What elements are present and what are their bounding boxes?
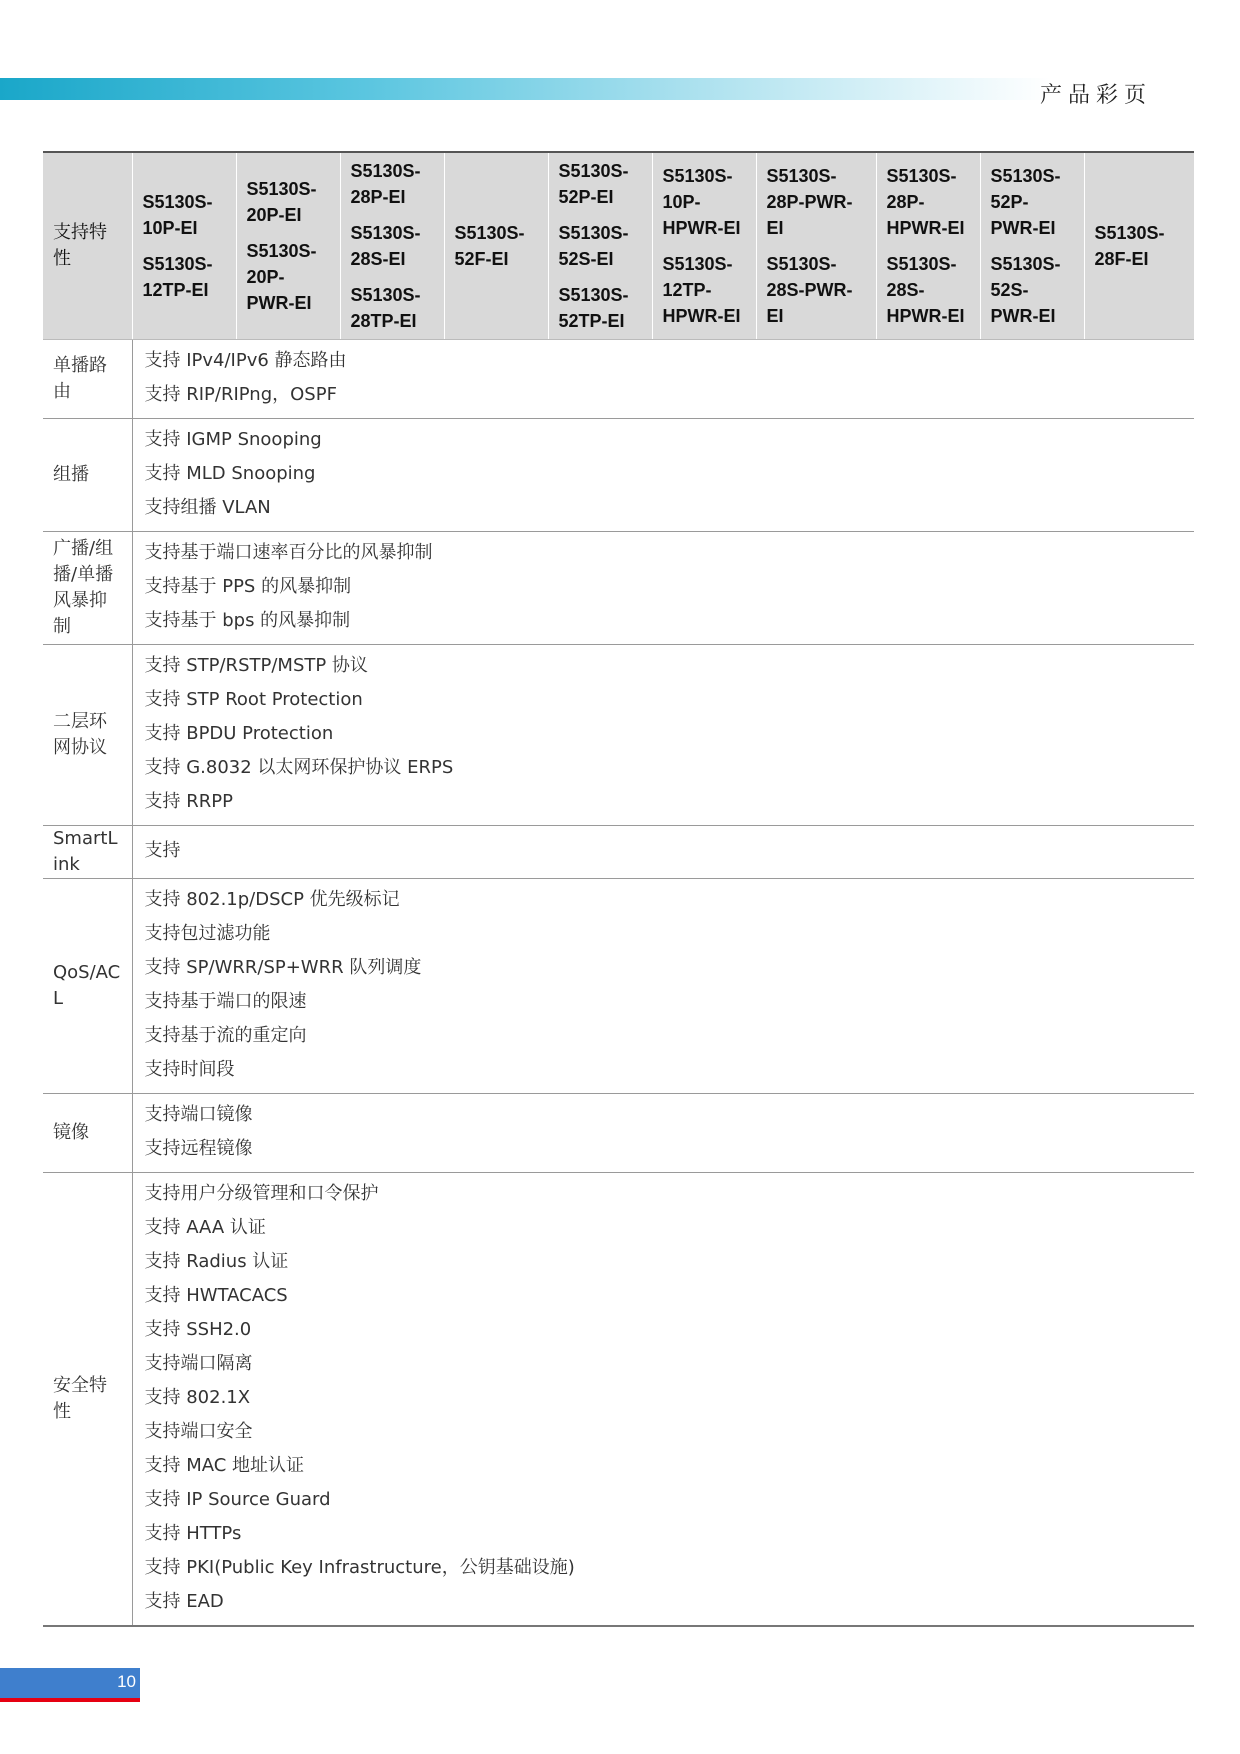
table-row bbox=[43, 1094, 1194, 1173]
feature-support-item: 支持 RIP/RIPng，OSPF bbox=[144, 384, 337, 405]
model-name: S5130S-52S-PWR-EI bbox=[990, 254, 1061, 326]
feature-support-item: 支持 HWTACACS bbox=[144, 1285, 288, 1306]
feature-name: SmartLink bbox=[43, 826, 132, 879]
feature-support-item: 支持组播 VLAN bbox=[144, 497, 271, 518]
model-name: S5130S-20P-PWR-EI bbox=[246, 241, 317, 313]
model-name: S5130S-52P-EI bbox=[558, 161, 629, 207]
feature-support-item: 支持 802.1p/DSCP 优先级标记 bbox=[144, 889, 400, 910]
feature-column-header: 支持特性 bbox=[43, 152, 132, 340]
model-column-header bbox=[652, 152, 756, 340]
header-accent-bar bbox=[0, 78, 1050, 100]
feature-support-item: 支持端口安全 bbox=[144, 1421, 253, 1442]
feature-support-item: 支持用户分级管理和口令保护 bbox=[144, 1183, 379, 1204]
feature-support-item: 支持 802.1X bbox=[144, 1387, 251, 1408]
model-column-header bbox=[340, 152, 444, 340]
model-name: S5130S-28S-PWR-EI bbox=[766, 254, 853, 326]
feature-support-list bbox=[132, 340, 1194, 419]
feature-support-list bbox=[132, 1094, 1194, 1173]
model-name: S5130S-52F-EI bbox=[454, 223, 525, 269]
model-name: S5130S-20P-EI bbox=[246, 179, 317, 225]
feature-name: 安全特性 bbox=[43, 1173, 132, 1627]
model-name: S5130S-12TP-EI bbox=[142, 254, 213, 300]
feature-name: 单播路由 bbox=[43, 340, 132, 419]
table-row bbox=[43, 419, 1194, 532]
model-name: S5130S-28P-EI bbox=[350, 161, 421, 207]
model-column-header bbox=[444, 152, 548, 340]
feature-name: 镜像 bbox=[43, 1094, 132, 1173]
model-column-header bbox=[756, 152, 876, 340]
feature-support-item: 支持 bbox=[144, 840, 181, 861]
table-row bbox=[43, 879, 1194, 1094]
feature-support-item: 支持包过滤功能 bbox=[144, 923, 271, 944]
feature-name: 二层环网协议 bbox=[43, 645, 132, 826]
model-name: S5130S-28S-EI bbox=[350, 223, 421, 269]
feature-support-item: 支持 AAA 认证 bbox=[144, 1217, 266, 1238]
model-name: S5130S-28P-HPWR-EI bbox=[886, 166, 965, 238]
model-column-header bbox=[548, 152, 652, 340]
table-row bbox=[43, 826, 1194, 879]
model-name: S5130S-10P-EI bbox=[142, 192, 213, 238]
model-name: S5130S-28F-EI bbox=[1094, 223, 1165, 269]
feature-support-item: 支持 BPDU Protection bbox=[144, 723, 334, 744]
feature-support-list bbox=[132, 532, 1194, 645]
model-column-header bbox=[980, 152, 1084, 340]
feature-name: 组播 bbox=[43, 419, 132, 532]
feature-support-item: 支持 G.8032 以太网环保护协议 ERPS bbox=[144, 757, 454, 778]
model-column-header bbox=[1084, 152, 1194, 340]
feature-support-item: 支持 STP Root Protection bbox=[144, 689, 363, 710]
feature-support-list bbox=[132, 1173, 1194, 1627]
model-column-header bbox=[236, 152, 340, 340]
feature-support-item: 支持 STP/RSTP/MSTP 协议 bbox=[144, 655, 368, 676]
feature-support-item: 支持 HTTPs bbox=[144, 1523, 242, 1544]
feature-support-item: 支持基于端口速率百分比的风暴抑制 bbox=[144, 542, 433, 563]
model-name: S5130S-28S-HPWR-EI bbox=[886, 254, 965, 326]
feature-support-item: 支持 SP/WRR/SP+WRR 队列调度 bbox=[144, 957, 422, 978]
feature-support-item: 支持端口隔离 bbox=[144, 1353, 253, 1374]
feature-support-item: 支持 MLD Snooping bbox=[144, 463, 316, 484]
feature-name: QoS/ACL bbox=[43, 879, 132, 1094]
table-row bbox=[43, 1173, 1194, 1627]
feature-name: 广播/组播/单播风暴抑制 bbox=[43, 532, 132, 645]
feature-support-item: 支持 EAD bbox=[144, 1591, 224, 1612]
model-name: S5130S-10P-HPWR-EI bbox=[662, 166, 741, 238]
feature-support-item: 支持基于端口的限速 bbox=[144, 991, 307, 1012]
feature-support-item: 支持基于流的重定向 bbox=[144, 1025, 307, 1046]
model-name: S5130S-52P-PWR-EI bbox=[990, 166, 1061, 238]
feature-support-item: 支持 IP Source Guard bbox=[144, 1489, 331, 1510]
model-name: S5130S-52S-EI bbox=[558, 223, 629, 269]
feature-support-item: 支持 SSH2.0 bbox=[144, 1319, 252, 1340]
model-name: S5130S-12TP-HPWR-EI bbox=[662, 254, 741, 326]
feature-support-item: 支持基于 PPS 的风暴抑制 bbox=[144, 576, 352, 597]
feature-support-item: 支持 IPv4/IPv6 静态路由 bbox=[144, 350, 347, 371]
feature-support-item: 支持 Radius 认证 bbox=[144, 1251, 289, 1272]
feature-support-item: 支持 IGMP Snooping bbox=[144, 429, 322, 450]
feature-spec-table bbox=[43, 151, 1194, 1627]
feature-support-item: 支持时间段 bbox=[144, 1059, 235, 1080]
model-column-header bbox=[132, 152, 236, 340]
footer-accent-line bbox=[0, 1698, 140, 1702]
feature-support-item: 支持端口镜像 bbox=[144, 1104, 253, 1125]
model-column-header bbox=[876, 152, 980, 340]
feature-support-list bbox=[132, 645, 1194, 826]
table-header-row bbox=[43, 152, 1194, 340]
feature-support-list bbox=[132, 419, 1194, 532]
feature-support-item: 支持基于 bps 的风暴抑制 bbox=[144, 610, 351, 631]
feature-support-item: 支持 MAC 地址认证 bbox=[144, 1455, 305, 1476]
page-header-title: 产品彩页 bbox=[1039, 83, 1152, 108]
table-row bbox=[43, 532, 1194, 645]
model-name: S5130S-28P-PWR-EI bbox=[766, 166, 853, 238]
page-number: 10 bbox=[117, 1672, 136, 1691]
feature-support-item: 支持 RRPP bbox=[144, 791, 233, 812]
table-row bbox=[43, 645, 1194, 826]
model-name: S5130S-52TP-EI bbox=[558, 285, 629, 331]
feature-support-list bbox=[132, 826, 1194, 879]
feature-support-item: 支持 PKI(Public Key Infrastructure，公钥基础设施) bbox=[144, 1557, 575, 1578]
feature-support-list bbox=[132, 879, 1194, 1094]
model-name: S5130S-28TP-EI bbox=[350, 285, 421, 331]
feature-support-item: 支持远程镜像 bbox=[144, 1138, 253, 1159]
table-row bbox=[43, 340, 1194, 419]
